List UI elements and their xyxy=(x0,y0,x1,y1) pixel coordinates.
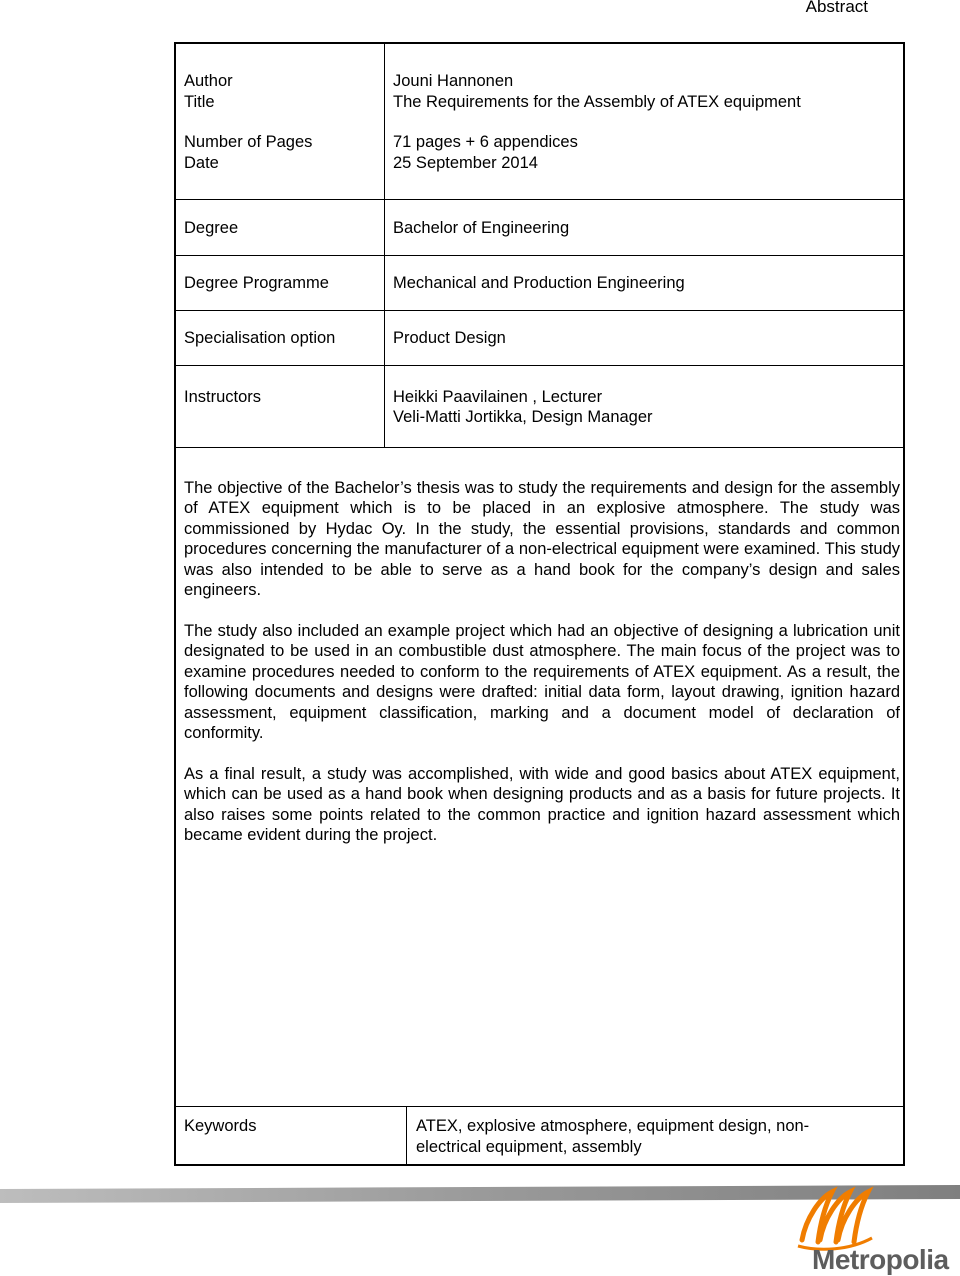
author-label: Author xyxy=(184,72,233,90)
pages-label: Number of Pages xyxy=(184,133,313,151)
keywords-value: ATEX, explosive atmosphere, equipment design, non-electrical equipment, assembly xyxy=(416,1117,810,1156)
date-value: 25 September 2014 xyxy=(393,154,538,172)
instructor-1: Heikki Paavilainen , Lecturer xyxy=(393,388,603,406)
row-divider xyxy=(176,199,903,200)
specialisation-label: Specialisation option xyxy=(184,329,336,347)
title-value: The Requirements for the Assembly of ATEX equipment xyxy=(393,93,801,111)
specialisation-value: Product Design xyxy=(393,329,506,347)
row-divider xyxy=(176,255,903,256)
instructors-label: Instructors xyxy=(184,388,262,406)
degree-value: Bachelor of Engineering xyxy=(393,219,570,237)
row-divider xyxy=(176,1106,903,1107)
author-value: Jouni Hannonen xyxy=(393,72,514,90)
keywords-label: Keywords xyxy=(184,1117,257,1135)
abstract-paragraph: The study also included an example project which had an objective of designing a lubrication unit designated to be used in an combustible dust atmosphere. The main focus of the project was to examine procedures needed to conform to the requirements of ATEX equipment. As a result, the following documents and designs were drafted: initial data form, layout drawing, ignition hazard assessment, equipment classification, marking and a document model of declaration of conformity. xyxy=(184,622,900,743)
programme-label: Degree Programme xyxy=(184,274,329,292)
row-divider xyxy=(176,447,903,448)
row-divider xyxy=(176,310,903,311)
abstract-paragraph: The objective of the Bachelor’s thesis was to study the requirements and design for the assembly of ATEX equipment which is to be placed in an explosive atmosphere. The study was commissioned by Hydac Oy. In the study, the essential provisions, standards and common procedures concerning the manufacturer of a non-electrical equipment were examined. This study was also intended to be able to serve as a hand book for the company’s design and sales engineers. xyxy=(184,479,900,600)
programme-value: Mechanical and Production Engineering xyxy=(393,274,685,292)
date-label: Date xyxy=(184,154,219,172)
abstract-form xyxy=(174,42,905,1166)
abstract-paragraph: As a final result, a study was accomplished, with wide and good basics about ATEX equipment, which can be used as a hand book when designing products and as a basis for future projects. It also raises some points related to the common practice and ignition hazard assessment which became evident during the project. xyxy=(184,765,900,845)
pages-value: 71 pages + 6 appendices xyxy=(393,133,578,151)
page-header: Abstract xyxy=(805,0,868,16)
degree-label: Degree xyxy=(184,219,239,237)
keywords-divider xyxy=(406,1106,407,1166)
instructor-2: Veli-Matti Jortikka, Design Manager xyxy=(393,408,653,426)
column-divider xyxy=(384,44,385,447)
title-label: Title xyxy=(184,93,215,111)
metropolia-logo-text: Metropolia xyxy=(812,1244,949,1275)
row-divider xyxy=(176,365,903,366)
